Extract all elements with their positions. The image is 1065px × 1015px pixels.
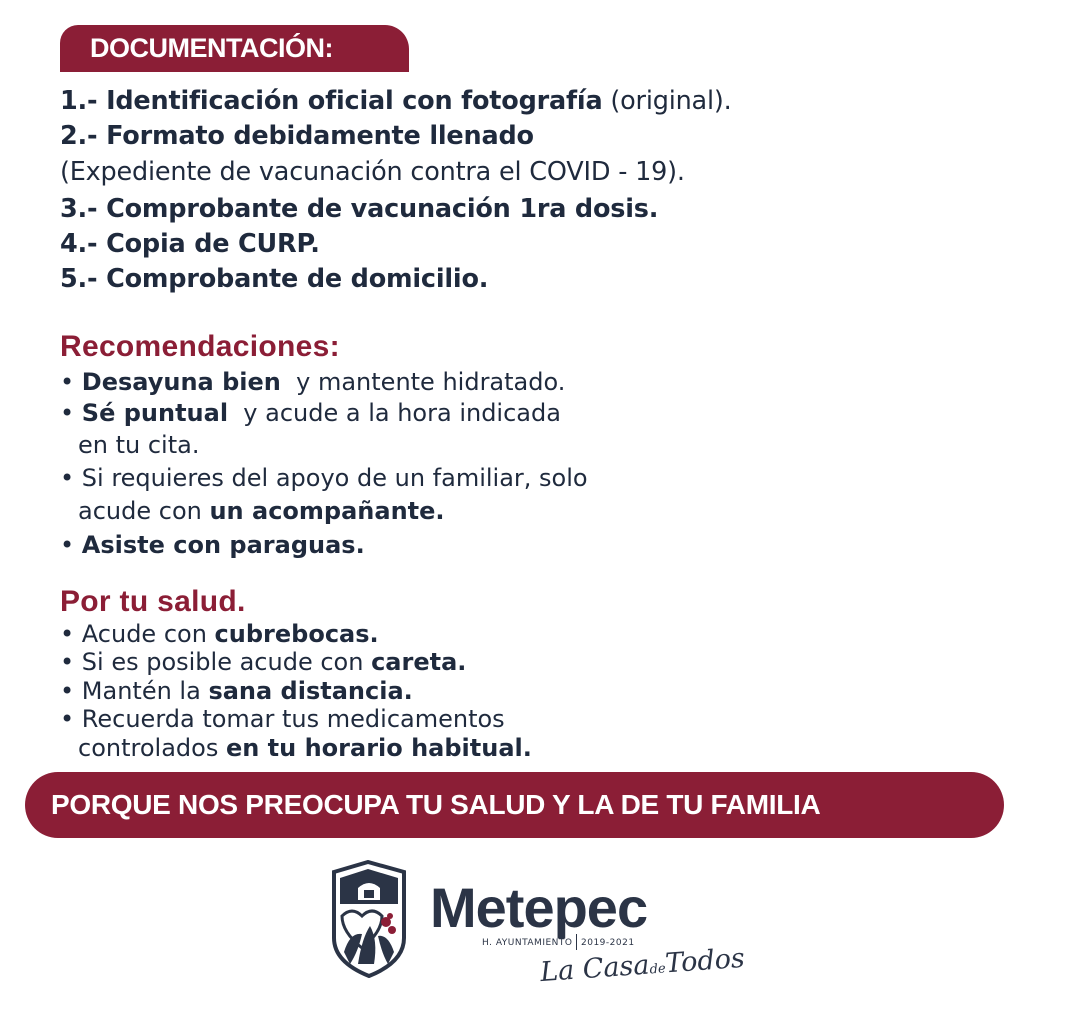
logo-years: 2019-2021	[581, 938, 635, 948]
recommendations-title: Recomendaciones:	[60, 330, 340, 363]
doc-item-3: 3.- Comprobante de vacunación 1ra dosis.	[60, 194, 659, 224]
recommendation-breakfast: • Desayuna bien y mantente hidratado.	[60, 368, 566, 396]
slogan-banner	[25, 772, 1004, 838]
health-medication-cont: controlados en tu horario habitual.	[78, 734, 532, 762]
slogan-text: PORQUE NOS PREOCUPA TU SALUD Y LA DE TU FAMILIA	[51, 789, 821, 820]
doc-item-5: 5.- Comprobante de domicilio.	[60, 264, 489, 294]
health-medication: • Recuerda tomar tus medicamentos	[60, 705, 505, 733]
recommendation-umbrella: • Asiste con paraguas.	[60, 531, 365, 559]
doc-item-2: 2.- Formato debidamente llenado	[60, 121, 534, 151]
recommendation-punctual: • Sé puntual y acude a la hora indicada	[60, 399, 561, 427]
recommendation-companion-cont: acude con un acompañante.	[78, 497, 445, 525]
logo-subtitle: H. AYUNTAMIENTO	[482, 938, 573, 948]
health-title: Por tu salud.	[60, 585, 246, 618]
logo-divider	[576, 934, 577, 950]
documentation-title: DOCUMENTACIÓN:	[90, 33, 333, 63]
doc-item-1: 1.- Identificación oficial con fotografía (original).	[60, 86, 732, 116]
recommendation-punctual-cont: en tu cita.	[78, 431, 200, 459]
doc-item-2-detail: (Expediente de vacunación contra el COVID - 19).	[60, 157, 685, 187]
documentation-header	[60, 25, 409, 72]
health-faceshield: • Si es posible acude con careta.	[60, 648, 467, 676]
logo-name: Metepec	[430, 876, 648, 939]
health-mask: • Acude con cubrebocas.	[60, 620, 379, 648]
metepec-shield-icon	[328, 860, 410, 978]
doc-item-4: 4.- Copia de CURP.	[60, 229, 320, 259]
recommendation-companion: • Si requieres del apoyo de un familiar, solo	[60, 464, 588, 492]
health-distance: • Mantén la sana distancia.	[60, 677, 413, 705]
logo-tagline: La CasadeTodos	[539, 942, 746, 989]
